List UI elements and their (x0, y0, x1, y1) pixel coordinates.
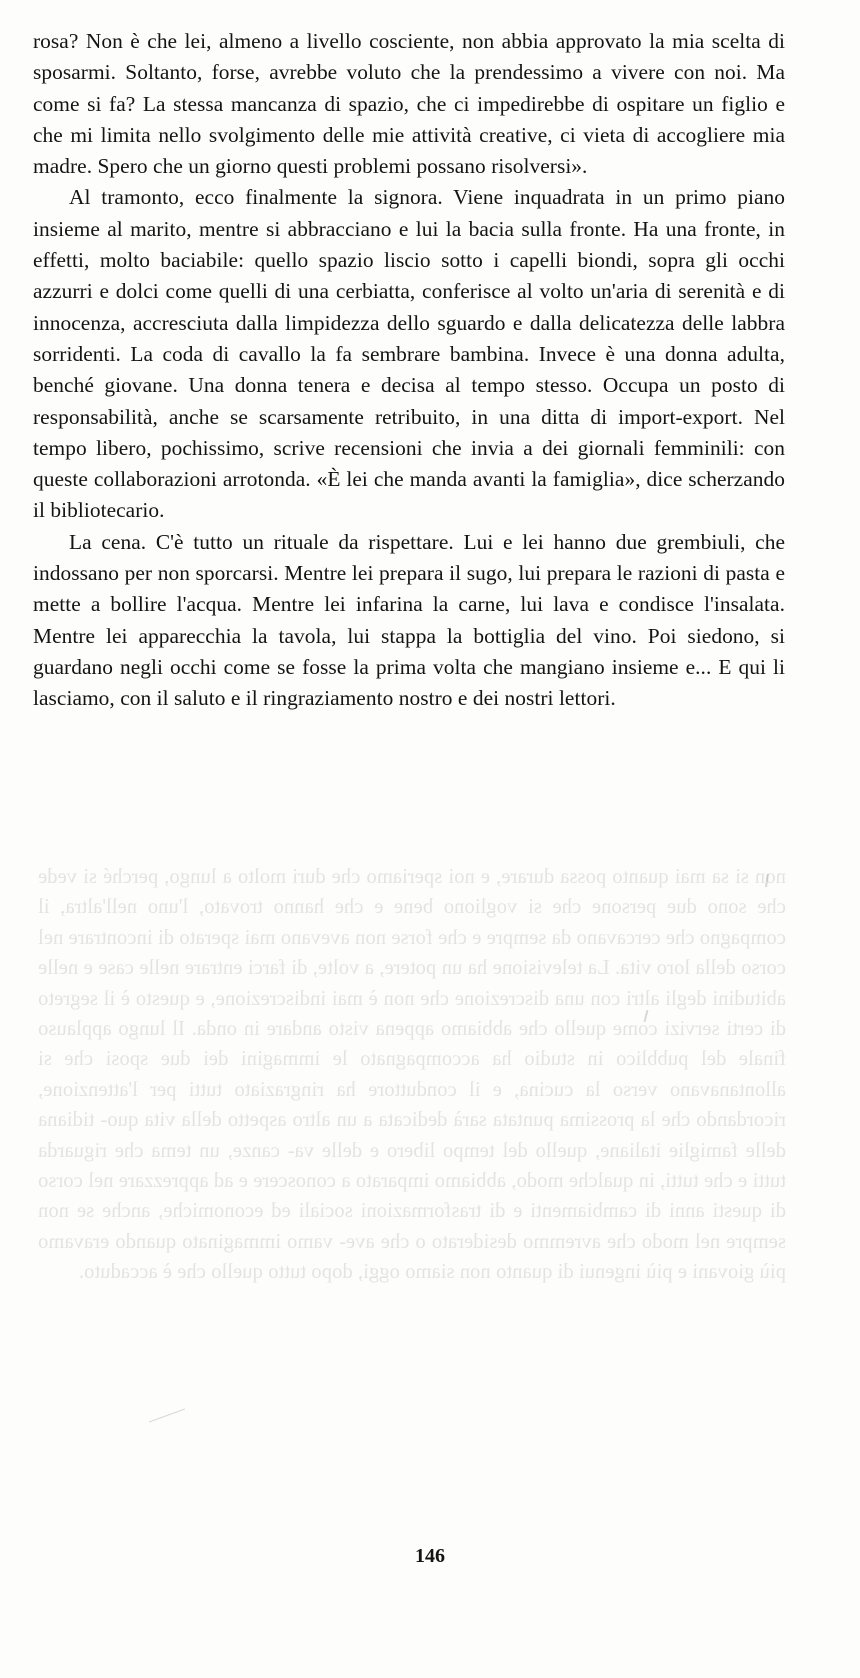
paragraph: La cena. C'è tutto un rituale da rispettare. Lui e lei hanno due grembiuli, che indossano per non sporcarsi. Mentre lei prepara il sugo, lui prepara le razioni di pasta e mette a bollire l'acqua. Mentre lei infarina la carne, lui lava e condisce l'insalata. Mentre lei apparecchia la tavola, lui stappa la bottiglia del vino. Poi siedono, si guardano negli occhi come se fosse la prima volta che mangiano insieme e... E qui li lasciamo, con il saluto e il ringraziamento nostro e dei nostri lettori. (33, 529, 785, 711)
body-text (33, 26, 785, 715)
page-speck (644, 1010, 649, 1022)
page-number: 146 (415, 1545, 445, 1567)
show-through-block: non si sa mai quanto possa durare, e noi speriamo che duri molto a lungo, perché si vede che sono due persone che si vogliono bene e che hanno trovato, l'uno nell'altra, il compagno che cercavano da sempre e che forse non avevano mai sperato di incontrare nel corso della loro vita. La televisione ha un potere, a volte, di farci entrare nelle case e nelle abitudini degli altri con una discrezione che non è mai indiscrezione, e questo è il segreto di certi servizi come quello che abbiamo appena visto andare in onda. Il lungo applauso finale del pubblico in studio ha accompagnato le immagini dei due sposi che si allontanavano verso la cucina, e il conduttore ha ringraziato tutti per l'attenzione, ricordando che la prossima puntata sarà dedicata a un altro aspetto della vita quo- tidiana delle famiglie italiane, quello del tempo libero e delle va- canze, un tema che riguarda tutti e che tutti, in qualche modo, abbiamo imparato a conoscere e ad apprezzare nel corso di questi anni di cambiamenti e di trasformazioni sociali ed economiche, anche se non sempre nel modo che avremmo desiderato o che ave- vamo immaginato quando eravamo più giovani e più ingenui di quanto non siamo oggi, dopo tutto quello che è accaduto. (38, 866, 786, 1284)
paragraph: rosa? Non è che lei, almeno a livello cosciente, non abbia approvato la mia scelta di sposarmi. Soltanto, forse, avrebbe voluto che la prendessimo a vivere con noi. Ma come si fa? La stessa mancanza di spazio, che ci impedirebbe di ospitare un figlio e che mi limita nello svolgimento delle mie attività creative, ci vieta di accogliere mia madre. Spero che un giorno questi problemi possano risolversi». (33, 29, 785, 179)
page-speck (765, 874, 769, 887)
page-speck (149, 1409, 185, 1423)
paragraph: Al tramonto, ecco finalmente la signora. Viene inquadrata in un primo piano insieme al marito, mentre si abbracciano e lui la bacia sulla fronte. Ha una fronte, in effetti, molto baciabile: quello spazio liscio sotto i capelli biondi, sopra gli occhi azzurri e dolci come quelli di una cerbiatta, conferisce al volto un'aria di serenità e di innocenza, accresciuta dalla limpidezza dello sguardo e dalla delicatezza delle labbra sorridenti. La coda di cavallo la fa sembrare bambina. Invece è una donna adulta, benché giovane. Una donna tenera e decisa al tempo stesso. Occupa un posto di responsabilità, anche se scarsamente retribuito, in una ditta di import-export. Nel tempo libero, pochissimo, scrive recensioni che invia a dei giornali femminili: con queste collaborazioni arrotonda. «È lei che manda avanti la famiglia», dice scherzando il bibliotecario. (33, 185, 785, 523)
show-through-text (38, 862, 786, 1288)
